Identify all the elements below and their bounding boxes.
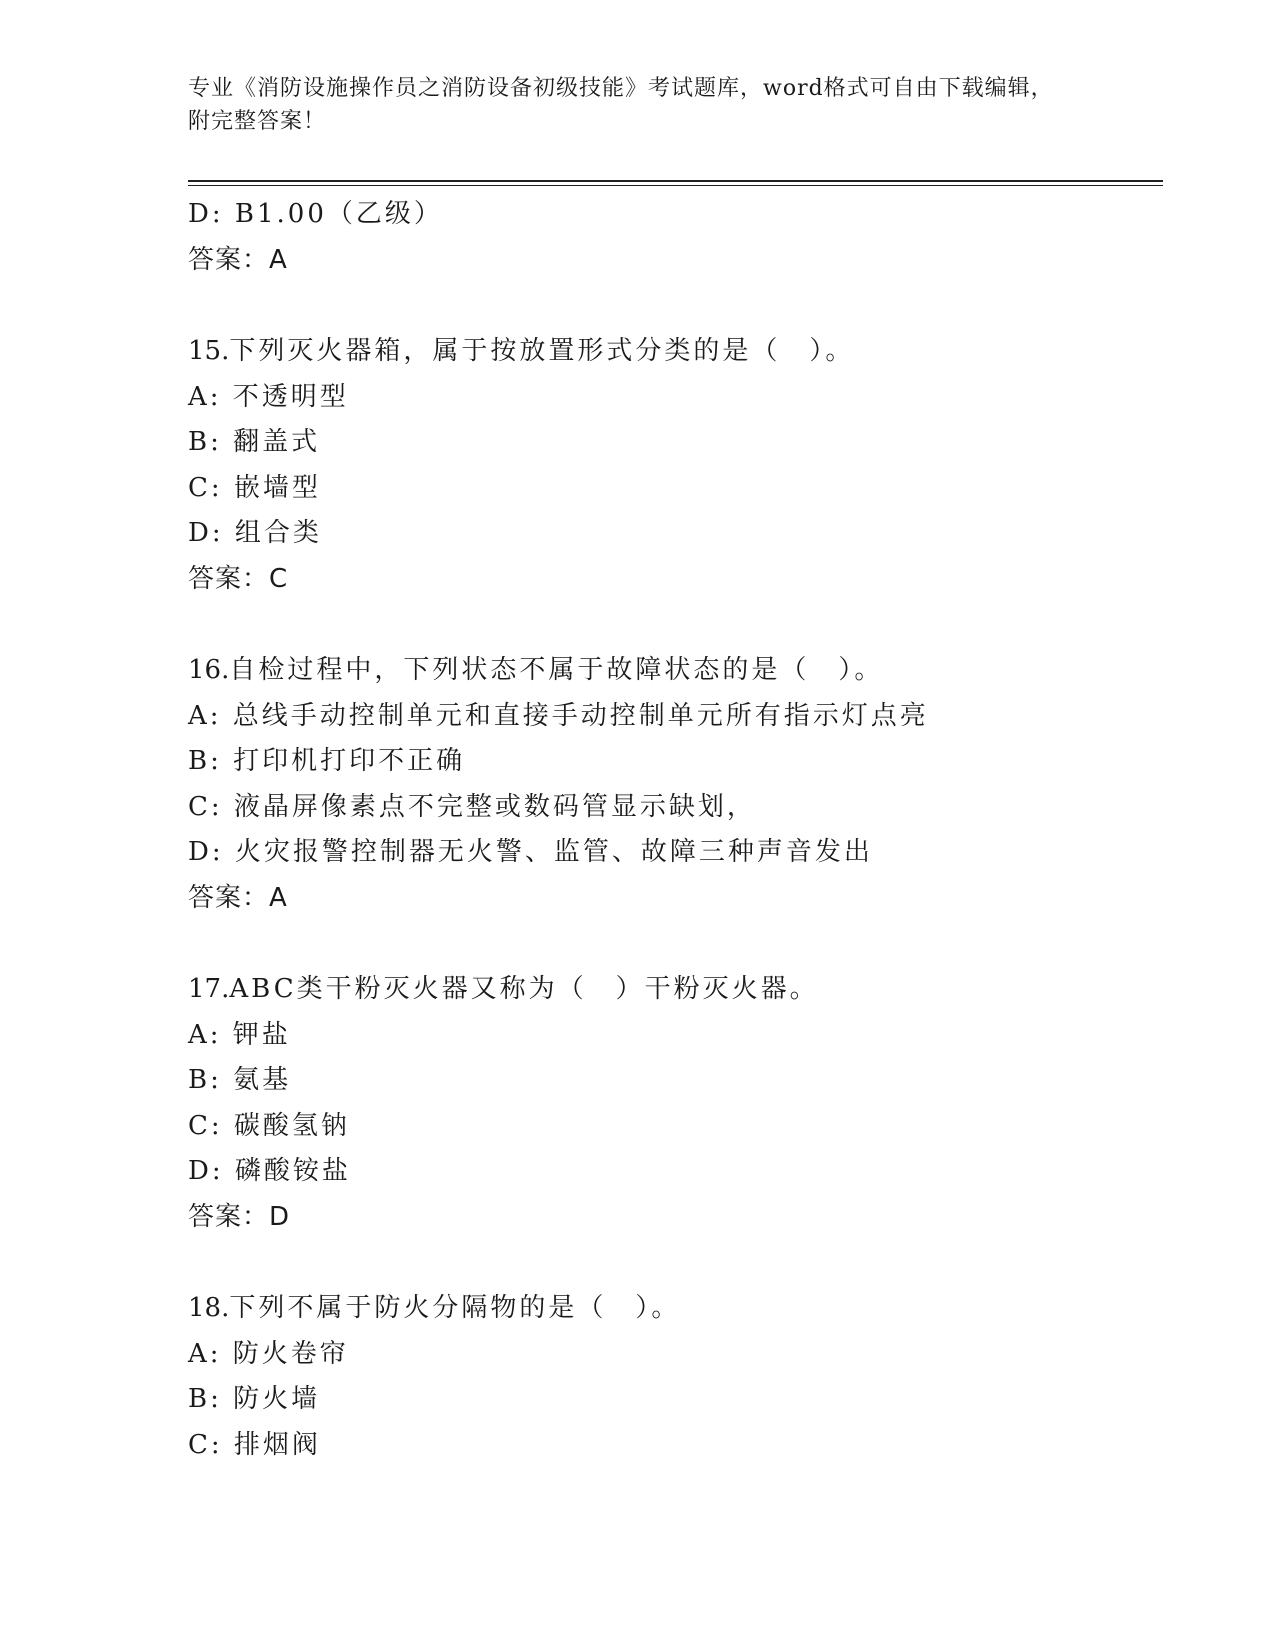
question-number: 16. — [188, 655, 230, 685]
option-a: A: 钾盐 — [188, 1019, 291, 1050]
question-stem — [188, 648, 1163, 694]
question-stem — [188, 329, 1163, 375]
answer-line: 答案：C — [188, 563, 289, 594]
question-stem — [188, 1286, 1163, 1332]
answer-line: 答案：A — [188, 882, 288, 913]
header-divider — [188, 180, 1163, 182]
page-header: 专业《消防设施操作员之消防设备初级技能》考试题库，word格式可自由下载编辑，附完整答案！ — [188, 76, 1054, 134]
question-text: 下列灭火器箱，属于按放置形式分类的是（ ）。 — [229, 336, 855, 366]
option-c: C: 液晶屏像素点不完整或数码管显示缺划， — [188, 791, 756, 822]
option-a: A: 总线手动控制单元和直接手动控制单元所有指示灯点亮 — [188, 700, 929, 731]
option-c: C: 嵌墙型 — [188, 472, 321, 503]
option-d: D: B1.00（乙级） — [188, 199, 443, 229]
question-number: 15. — [188, 336, 230, 366]
option-d: D: 火灾报警控制器无火警、监管、故障三种声音发出 — [188, 837, 873, 867]
option-d: D: 组合类 — [188, 518, 322, 548]
option-a: A: 不透明型 — [188, 381, 349, 412]
header-divider-thin — [188, 185, 1163, 186]
answer-line: 答案：A — [188, 244, 288, 275]
option-b: B: 防火墙 — [188, 1384, 321, 1414]
question-text: ABC类干粉灭火器又称为（ ）干粉灭火器。 — [229, 974, 819, 1004]
question-text: 自检过程中，下列状态不属于故障状态的是（ ）。 — [229, 655, 884, 685]
question-number: 18. — [188, 1293, 230, 1323]
option-b: B: 打印机打印不正确 — [188, 746, 466, 776]
option-a: A: 防火卷帘 — [188, 1338, 349, 1369]
question-text: 下列不属于防火分隔物的是（ ）。 — [229, 1293, 681, 1323]
option-c: C: 碳酸氢钠 — [188, 1110, 350, 1141]
answer-line: 答案：D — [188, 1201, 291, 1232]
question-number: 17. — [188, 974, 230, 1004]
option-d: D: 磷酸铵盐 — [188, 1156, 351, 1186]
option-c: C: 排烟阀 — [188, 1429, 321, 1460]
question-list — [188, 192, 1163, 1468]
option-b: B: 翻盖式 — [188, 427, 321, 457]
option-b: B: 氨基 — [188, 1065, 292, 1095]
question-stem — [188, 967, 1163, 1013]
